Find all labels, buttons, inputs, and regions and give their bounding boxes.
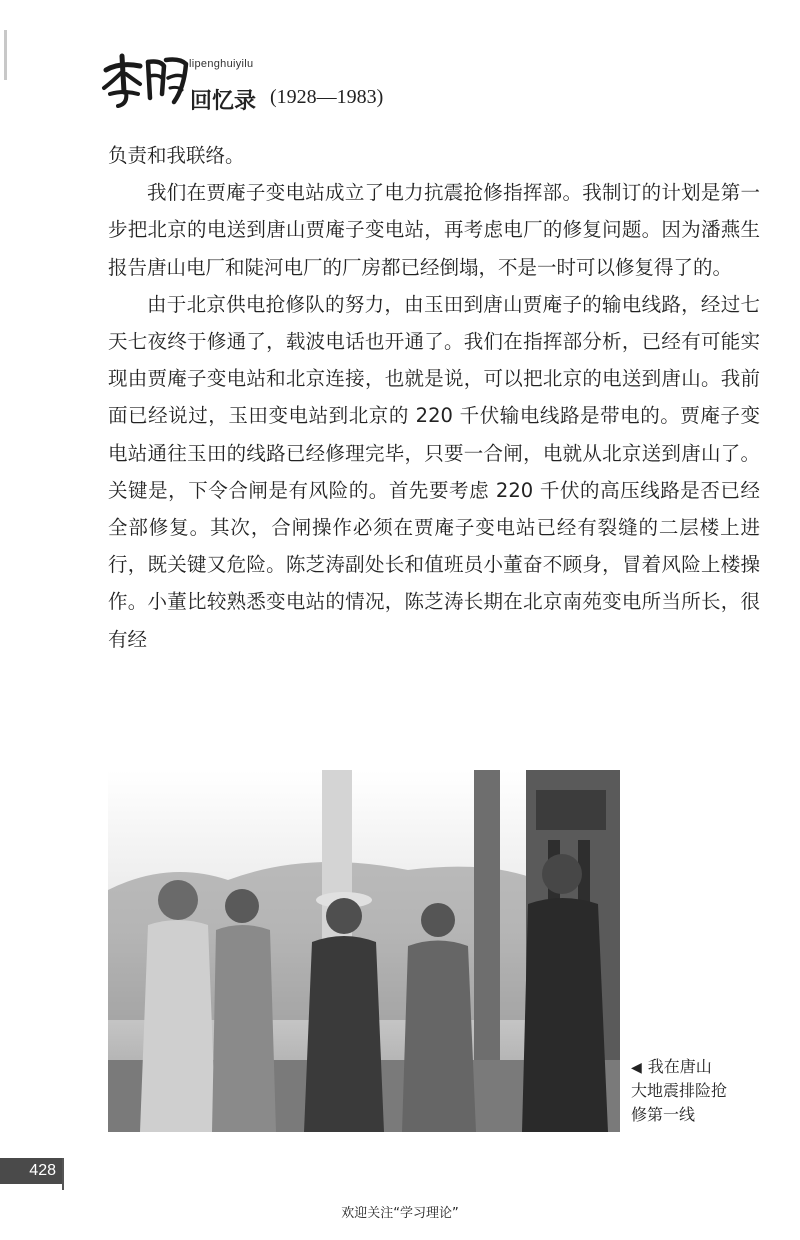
- paragraph: 由于北京供电抢修队的努力，由玉田到唐山贾庵子的输电线路，经过七天七夜终于修通了，载波电话也开通了。我们在指挥部分析，已经有可能实现由贾庵子变电站和北京连接，也就是说，可以把北京的电送到唐山。我前面已经说过，玉田变电站到北京的 220 千伏输电线路是带电的。贾庵子变电站通往玉田的线路已经修理完毕，只要一合闸，电就从北京送到唐山了。关键是，下令合闸是有风险的。首先要考虑 220 千伏的高压线路是否已经全部修复。其次，合闸操作必须在贾庵子变电站已经有裂缝的二层楼上进行，既关键又危险。陈芝涛副处长和值班员小董奋不顾身，冒着风险上楼操作。小董比较熟悉变电站的情况，陈芝涛长期在北京南苑变电所当所长，很有经: [108, 292, 760, 651]
- footer-note: 欢迎关注“学习理论”: [341, 1206, 459, 1221]
- left-triangle-icon: ◀: [631, 1059, 642, 1075]
- body-text: [108, 137, 760, 658]
- paragraph: 我们在贾庵子变电站成立了电力抗震抢修指挥部。我制订的计划是第一步把北京的电送到唐山贾庵子变电站，再考虑电厂的修复问题。因为潘燕生报告唐山电厂和陡河电厂的厂房都已经倒塌，不是一时可以修复得了的。: [108, 181, 760, 279]
- book-title: 回忆录: [190, 89, 257, 114]
- caption-line: 我在唐山: [647, 1059, 712, 1076]
- historical-photo: [108, 770, 620, 1132]
- paragraph: 负责和我联络。: [108, 144, 245, 167]
- caption-line: 大地震排险抢: [631, 1083, 728, 1100]
- page-edge-mark: [4, 30, 7, 80]
- page-number: 428: [0, 1158, 62, 1184]
- page-number-divider: [62, 1158, 64, 1190]
- calligraphy-logo: [100, 48, 190, 110]
- photo-caption: [631, 1055, 761, 1128]
- header-pinyin: lipenghuiyilu: [189, 58, 254, 70]
- caption-line: 修第一线: [631, 1107, 696, 1124]
- book-years: (1928—1983): [270, 86, 384, 108]
